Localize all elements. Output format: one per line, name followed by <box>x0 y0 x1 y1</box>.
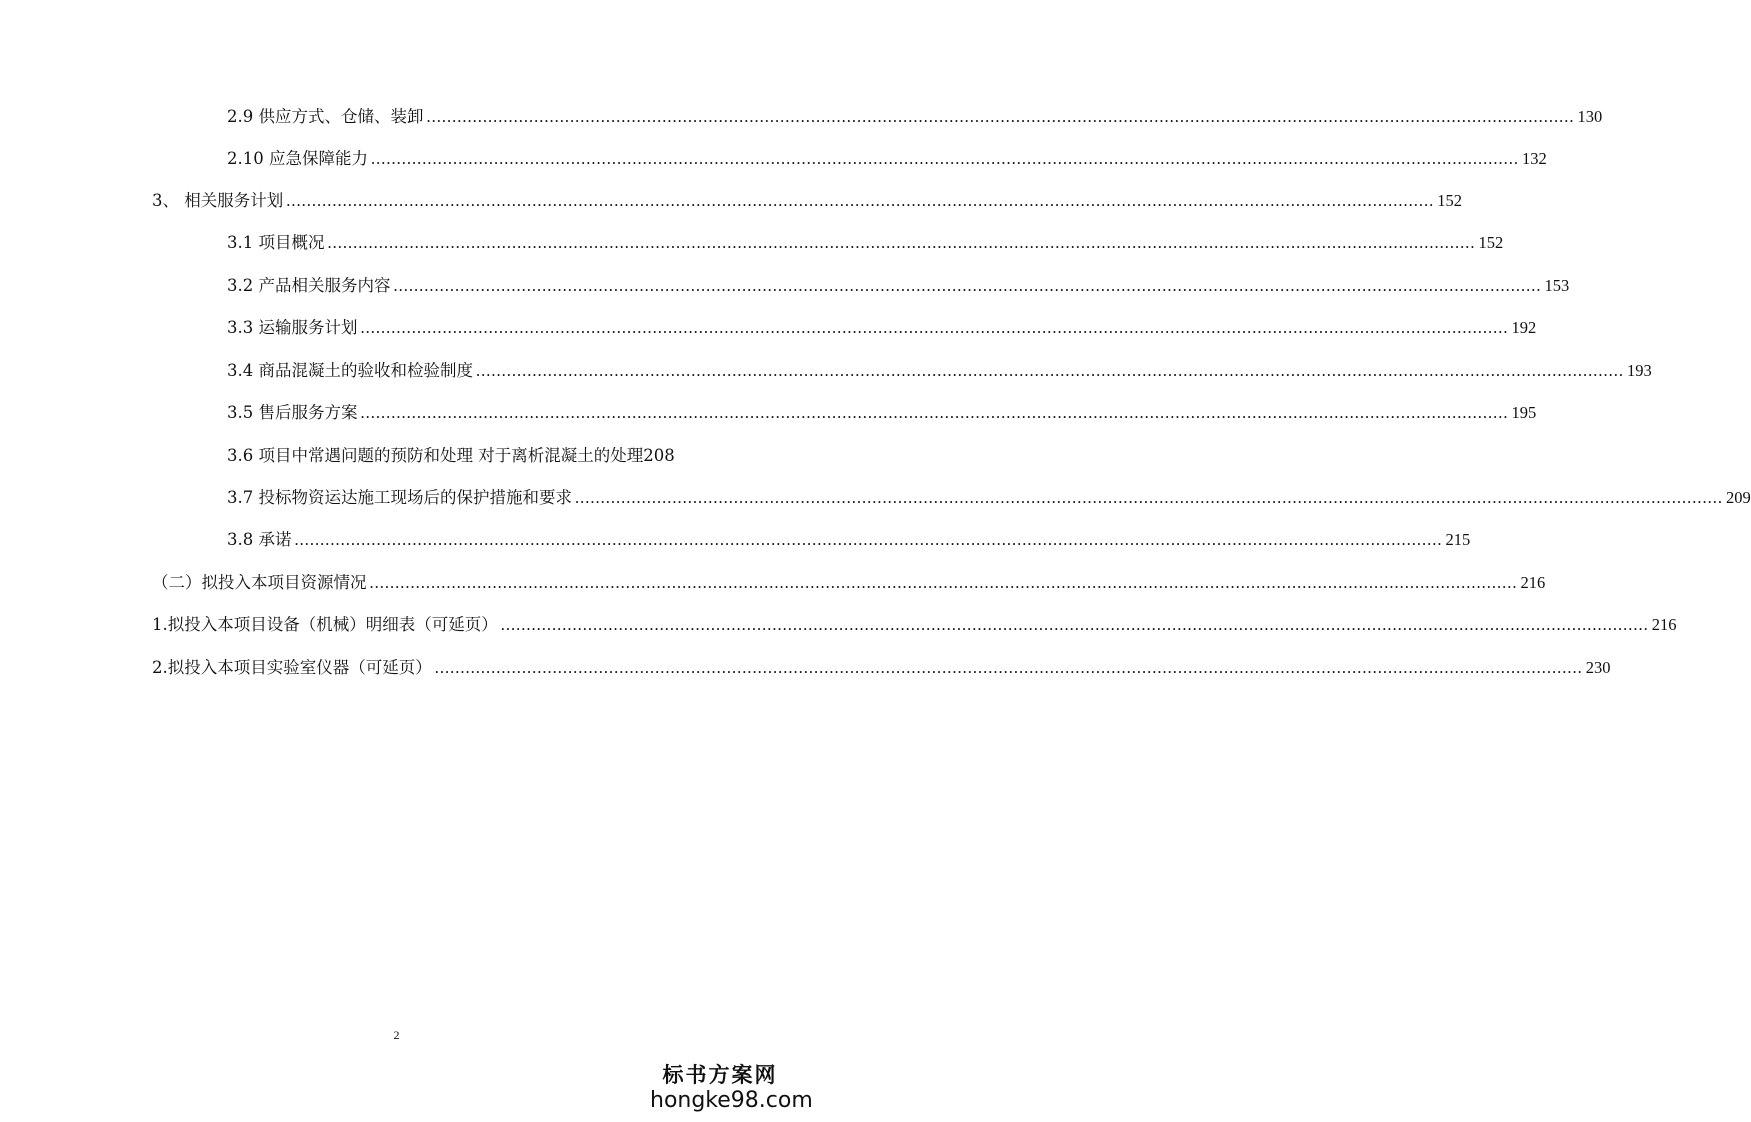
toc-entry[interactable] <box>227 317 1537 339</box>
toc-leader-dots <box>361 402 1509 424</box>
toc-entry-page: 132 <box>1521 149 1547 168</box>
toc-entry-title: 2.拟投入本项目实验室仪器（可延页） <box>152 658 432 677</box>
toc-entry[interactable] <box>227 275 1570 297</box>
toc-entry-title: 3.4 商品混凝土的验收和检验制度 <box>227 361 473 380</box>
toc-entry-page: 153 <box>1544 276 1570 295</box>
toc-entry-title: 3.5 售后服务方案 <box>227 403 358 422</box>
toc-leader-dots <box>371 148 1519 170</box>
toc-leader-dots <box>361 317 1509 339</box>
toc-leader-dots <box>394 275 1542 297</box>
toc-entry-page: 195 <box>1511 403 1537 422</box>
toc-leader-dots <box>427 106 1575 128</box>
toc-entry-title: 3.1 项目概况 <box>227 233 325 252</box>
toc-entry[interactable] <box>227 106 1603 128</box>
toc-entry-page: 230 <box>1585 658 1611 677</box>
watermark-cn-text: 标书方案网 <box>662 1062 778 1087</box>
watermark-url-text: hongke98.com <box>650 1088 813 1113</box>
toc-entry[interactable] <box>152 572 1546 594</box>
toc-entry[interactable] <box>227 529 1471 551</box>
page-number: 2 <box>393 1028 400 1042</box>
toc-entry-page: 130 <box>1577 107 1603 126</box>
toc-entry[interactable] <box>227 487 1751 509</box>
toc-entry-page: 192 <box>1511 318 1537 337</box>
toc-entry-title: 3.7 投标物资运达施工现场后的保护措施和要求 <box>227 488 572 507</box>
toc-entry-title: 3.2 产品相关服务内容 <box>227 276 391 295</box>
toc-entry[interactable] <box>227 402 1537 424</box>
toc-entry-title: 3、 相关服务计划 <box>152 191 284 210</box>
toc-entry[interactable] <box>227 360 1652 382</box>
toc-entry-page: 152 <box>1478 233 1504 252</box>
toc-entry-title: 1.拟投入本项目设备（机械）明细表（可延页） <box>152 615 498 634</box>
toc-entry-title: 3.8 承诺 <box>227 530 292 549</box>
toc-entry-title: 3.3 运输服务计划 <box>227 318 358 337</box>
toc-leader-dots <box>370 572 1518 594</box>
toc-entry-page: 193 <box>1627 361 1652 380</box>
toc-entry[interactable] <box>152 614 1677 636</box>
toc-leader-dots <box>476 360 1624 382</box>
toc-leader-dots <box>295 529 1443 551</box>
toc-entry[interactable] <box>227 445 722 467</box>
toc-leader-dots <box>501 614 1649 636</box>
toc-entry-title: 2.10 应急保障能力 <box>227 149 368 168</box>
toc-entry-page: 152 <box>1437 191 1462 210</box>
toc-entry-title: 2.9 供应方式、仓储、装卸 <box>227 107 424 126</box>
toc-entry[interactable] <box>227 232 1504 254</box>
toc-entry-page: 216 <box>1520 573 1546 592</box>
toc-leader-dots <box>286 190 1434 212</box>
toc-entry-title: （二）拟投入本项目资源情况 <box>152 573 367 592</box>
toc-leader-dots <box>435 657 1583 679</box>
toc-entry-page: 215 <box>1445 530 1471 549</box>
toc-entry[interactable] <box>152 657 1611 679</box>
toc-entry-title: 3.6 项目中常遇问题的预防和处理 对于离析混凝土的处理208 <box>227 446 675 465</box>
toc-entry-page: 216 <box>1651 615 1677 634</box>
toc-entry[interactable] <box>152 190 1462 212</box>
toc-leader-dots <box>575 487 1723 509</box>
watermark-logo <box>650 1062 813 1114</box>
toc-entry-page: 209 <box>1726 488 1751 507</box>
toc-entry[interactable] <box>227 148 1547 170</box>
toc-leader-dots <box>328 232 1476 254</box>
